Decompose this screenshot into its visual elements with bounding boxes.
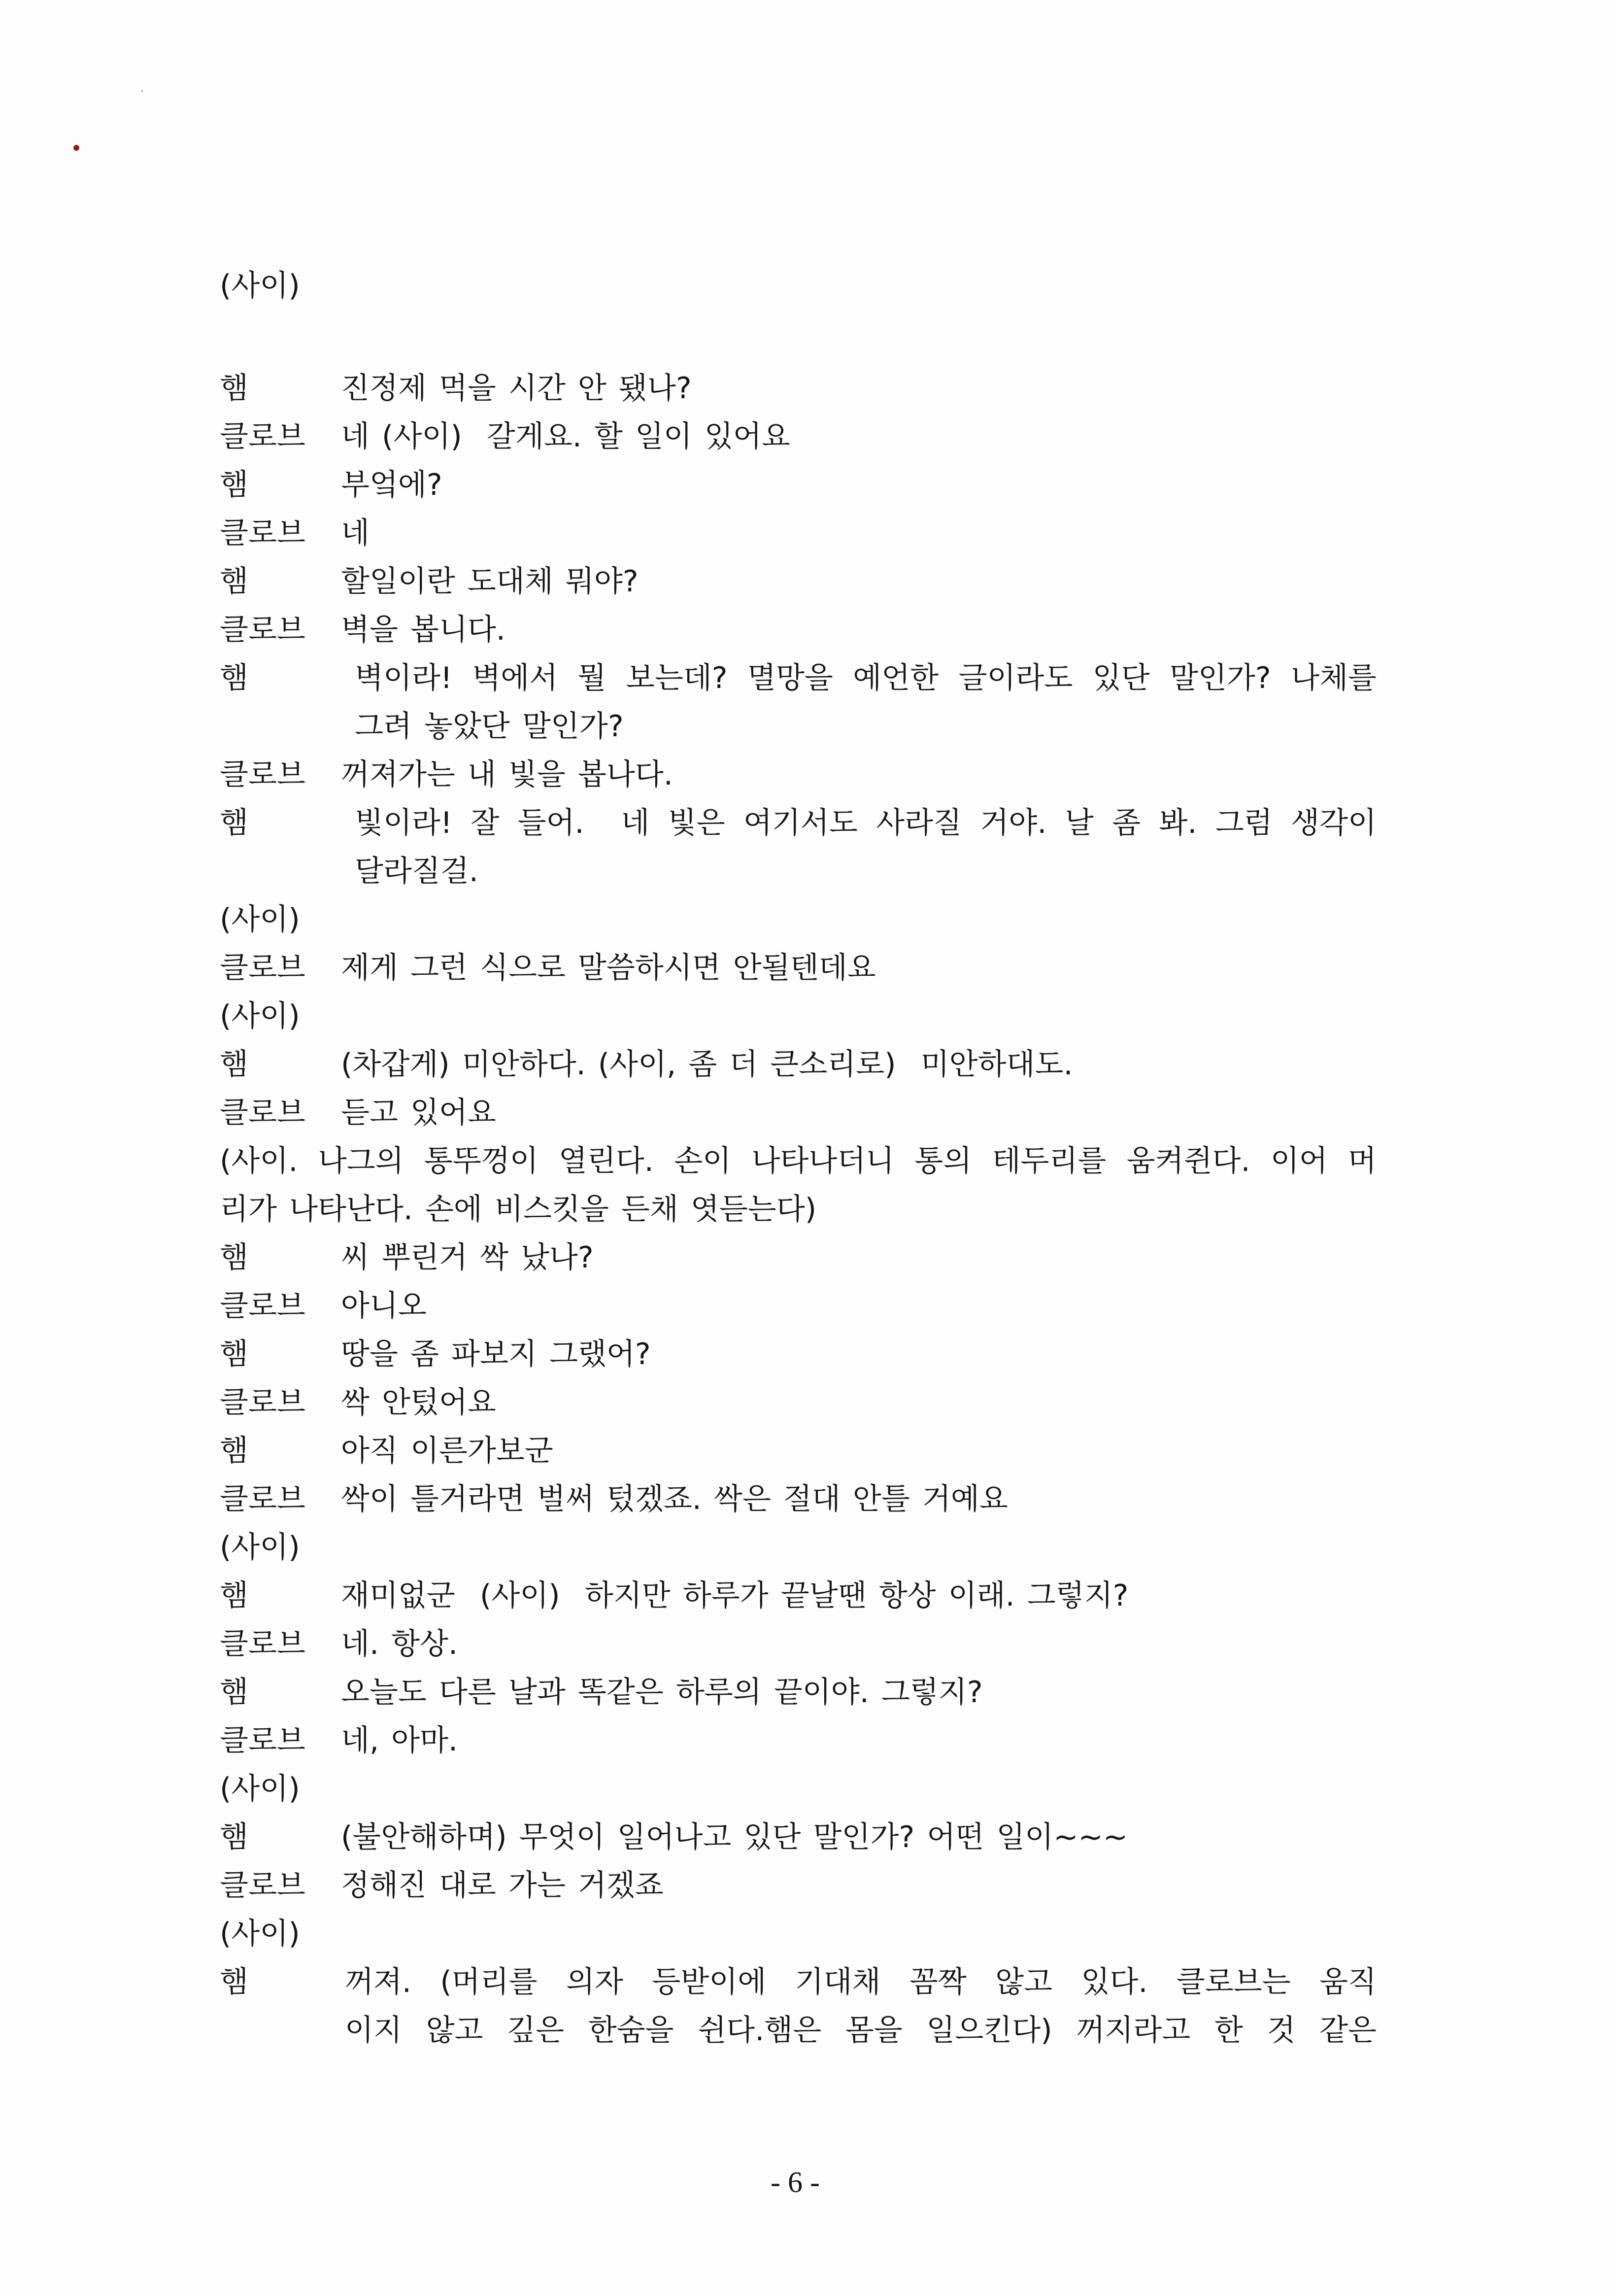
speaker-name: 햄 xyxy=(220,371,248,406)
speaker-name: 햄 xyxy=(220,1965,248,1999)
script-body xyxy=(220,262,1377,2055)
stage-direction-line: (사이. 나그의 통뚜껑이 열린다. 손이 나타나더니 통의 테두리를 움켜쥔다. 이어 머 xyxy=(220,1144,1377,1178)
speaker-name: 햄 xyxy=(220,1047,248,1082)
dialogue-row xyxy=(220,1958,1377,2055)
dialogue-line: 네 xyxy=(341,516,370,550)
dialogue-row xyxy=(220,1282,1377,1330)
dialogue-block xyxy=(341,1958,1377,2055)
stage-direction xyxy=(220,1137,1377,1234)
dialogue-line: 아직 이른가보군 xyxy=(341,1434,553,1468)
dialogue-line: 아니오 xyxy=(341,1289,427,1323)
dialogue-row xyxy=(220,1716,1377,1765)
dialogue-block xyxy=(341,654,1377,751)
dialogue-row xyxy=(220,1861,1377,1910)
speaker-name: 햄 xyxy=(220,1675,248,1710)
speaker-name: 클로브 xyxy=(220,1385,305,1420)
dialogue-row xyxy=(220,1620,1377,1668)
dialogue-line: 빛이라! 잘 들어. 네 빛은 여기서도 사라질 거야. 날 좀 봐. 그럼 생각이 xyxy=(355,806,1377,840)
dialogue-line: (차갑게) 미안하다. (사이, 좀 더 큰소리로) 미안하대도. xyxy=(341,1047,1073,1082)
stage-direction: (사이) xyxy=(220,269,300,303)
speaker-name: 클로브 xyxy=(220,757,305,792)
speaker-name: 햄 xyxy=(220,661,248,695)
speaker-name: 클로브 xyxy=(220,1482,305,1516)
speaker-name: 햄 xyxy=(220,806,248,840)
speaker-name: 클로브 xyxy=(220,613,305,647)
speaker-name: 클로브 xyxy=(220,419,305,454)
dialogue-row xyxy=(220,1089,1377,1137)
dialogue-row xyxy=(220,364,1377,412)
dialogue-row xyxy=(220,1378,1377,1427)
speaker-name: 클로브 xyxy=(220,1627,305,1661)
speaker-name: 클로브 xyxy=(220,951,305,985)
dialogue-row xyxy=(220,509,1377,557)
dialogue-line: 네, 아마. xyxy=(341,1723,458,1758)
dialogue-line: 꺼져. (머리를 의자 등받이에 기대채 꼼짝 않고 있다. 클로브는 움직 xyxy=(345,1965,1377,1999)
dialogue-row xyxy=(220,654,1377,751)
speaker-name: 햄 xyxy=(220,468,248,502)
speaker-name: 햄 xyxy=(220,564,248,599)
stage-direction: (사이) xyxy=(220,1917,300,1951)
page-number: - 6 - xyxy=(771,2166,820,2198)
stage-direction: (사이) xyxy=(220,999,300,1033)
dialogue-row xyxy=(220,461,1377,509)
dialogue-row xyxy=(220,412,1377,461)
dialogue-line: 그려 놓았단 말인가? xyxy=(355,709,624,744)
dialogue-line: 벽을 봅니다. xyxy=(341,613,505,647)
stage-direction: (사이) xyxy=(220,902,300,937)
dialogue-row xyxy=(220,557,1377,606)
dialogue-line: 씨 뿌린거 싹 났나? xyxy=(341,1240,594,1275)
dialogue-line: 싹이 틀거라면 벌써 텄겠죠. 싹은 절대 안틀 거예요 xyxy=(341,1482,1008,1516)
dialogue-line: 부엌에? xyxy=(341,468,442,502)
dialogue-line: 꺼져가는 내 빛을 봅나다. xyxy=(341,757,673,792)
stage-direction: (사이) xyxy=(220,1772,300,1806)
dialogue-row xyxy=(220,1427,1377,1475)
speaker-name: 클로브 xyxy=(220,1289,305,1323)
scan-speck xyxy=(141,90,143,92)
speaker-name: 클로브 xyxy=(220,1096,305,1130)
dialogue-row xyxy=(220,1813,1377,1861)
dialogue-block xyxy=(341,799,1377,895)
dialogue-row xyxy=(220,606,1377,654)
dialogue-line: 제게 그런 식으로 말씀하시면 안될텐데요 xyxy=(341,951,876,985)
dialogue-row xyxy=(220,1040,1377,1089)
dialogue-line: 벽이라! 벽에서 뭘 보는데? 멸망을 예언한 글이라도 있단 말인가? 나체를 xyxy=(355,661,1377,695)
dialogue-line: 정해진 대로 가는 거겠죠 xyxy=(341,1868,664,1903)
stage-direction: (사이) xyxy=(220,1530,300,1565)
dialogue-line: 땅을 좀 파보지 그랬어? xyxy=(341,1337,651,1371)
dialogue-line: 싹 안텄어요 xyxy=(341,1385,496,1420)
dialogue-row xyxy=(220,1572,1377,1620)
dialogue-row xyxy=(220,751,1377,799)
speaker-name: 햄 xyxy=(220,1337,248,1371)
dialogue-line: (불안해하며) 무엇이 일어나고 있단 말인가? 어떤 일이~~~ xyxy=(341,1820,1128,1854)
dialogue-line: 듣고 있어요 xyxy=(341,1096,496,1130)
dialogue-line: 오늘도 다른 날과 똑같은 하루의 끝이야. 그렇지? xyxy=(341,1675,983,1710)
speaker-name: 햄 xyxy=(220,1578,248,1613)
dialogue-line: 네 (사이) 갈게요. 할 일이 있어요 xyxy=(341,419,790,454)
dialogue-row xyxy=(220,1668,1377,1716)
dialogue-row xyxy=(220,799,1377,895)
dialogue-row xyxy=(220,944,1377,992)
speaker-name: 햄 xyxy=(220,1240,248,1275)
dialogue-row xyxy=(220,1475,1377,1523)
speaker-name: 클로브 xyxy=(220,516,305,550)
dialogue-line: 이지 않고 깊은 한숨을 쉰다.햄은 몸을 일으킨다) 꺼지라고 한 것 같은 xyxy=(345,2013,1377,2048)
speaker-name: 햄 xyxy=(220,1434,248,1468)
stage-direction-line: 리가 나타난다. 손에 비스킷을 든채 엿듣는다) xyxy=(220,1192,817,1227)
dialogue-line: 진정제 먹을 시간 안 됐나? xyxy=(341,371,692,406)
scan-speck xyxy=(73,145,79,151)
dialogue-line: 달라질걸. xyxy=(355,854,478,889)
dialogue-line: 재미없군 (사이) 하지만 하루가 끝날땐 항상 이래. 그렇지? xyxy=(341,1578,1129,1613)
dialogue-row xyxy=(220,1330,1377,1378)
dialogue-line: 네. 항상. xyxy=(341,1627,458,1661)
speaker-name: 클로브 xyxy=(220,1723,305,1758)
dialogue-row xyxy=(220,1234,1377,1282)
dialogue-line: 할일이란 도대체 뭐야? xyxy=(341,564,639,599)
speaker-name: 햄 xyxy=(220,1820,248,1854)
speaker-name: 클로브 xyxy=(220,1868,305,1903)
